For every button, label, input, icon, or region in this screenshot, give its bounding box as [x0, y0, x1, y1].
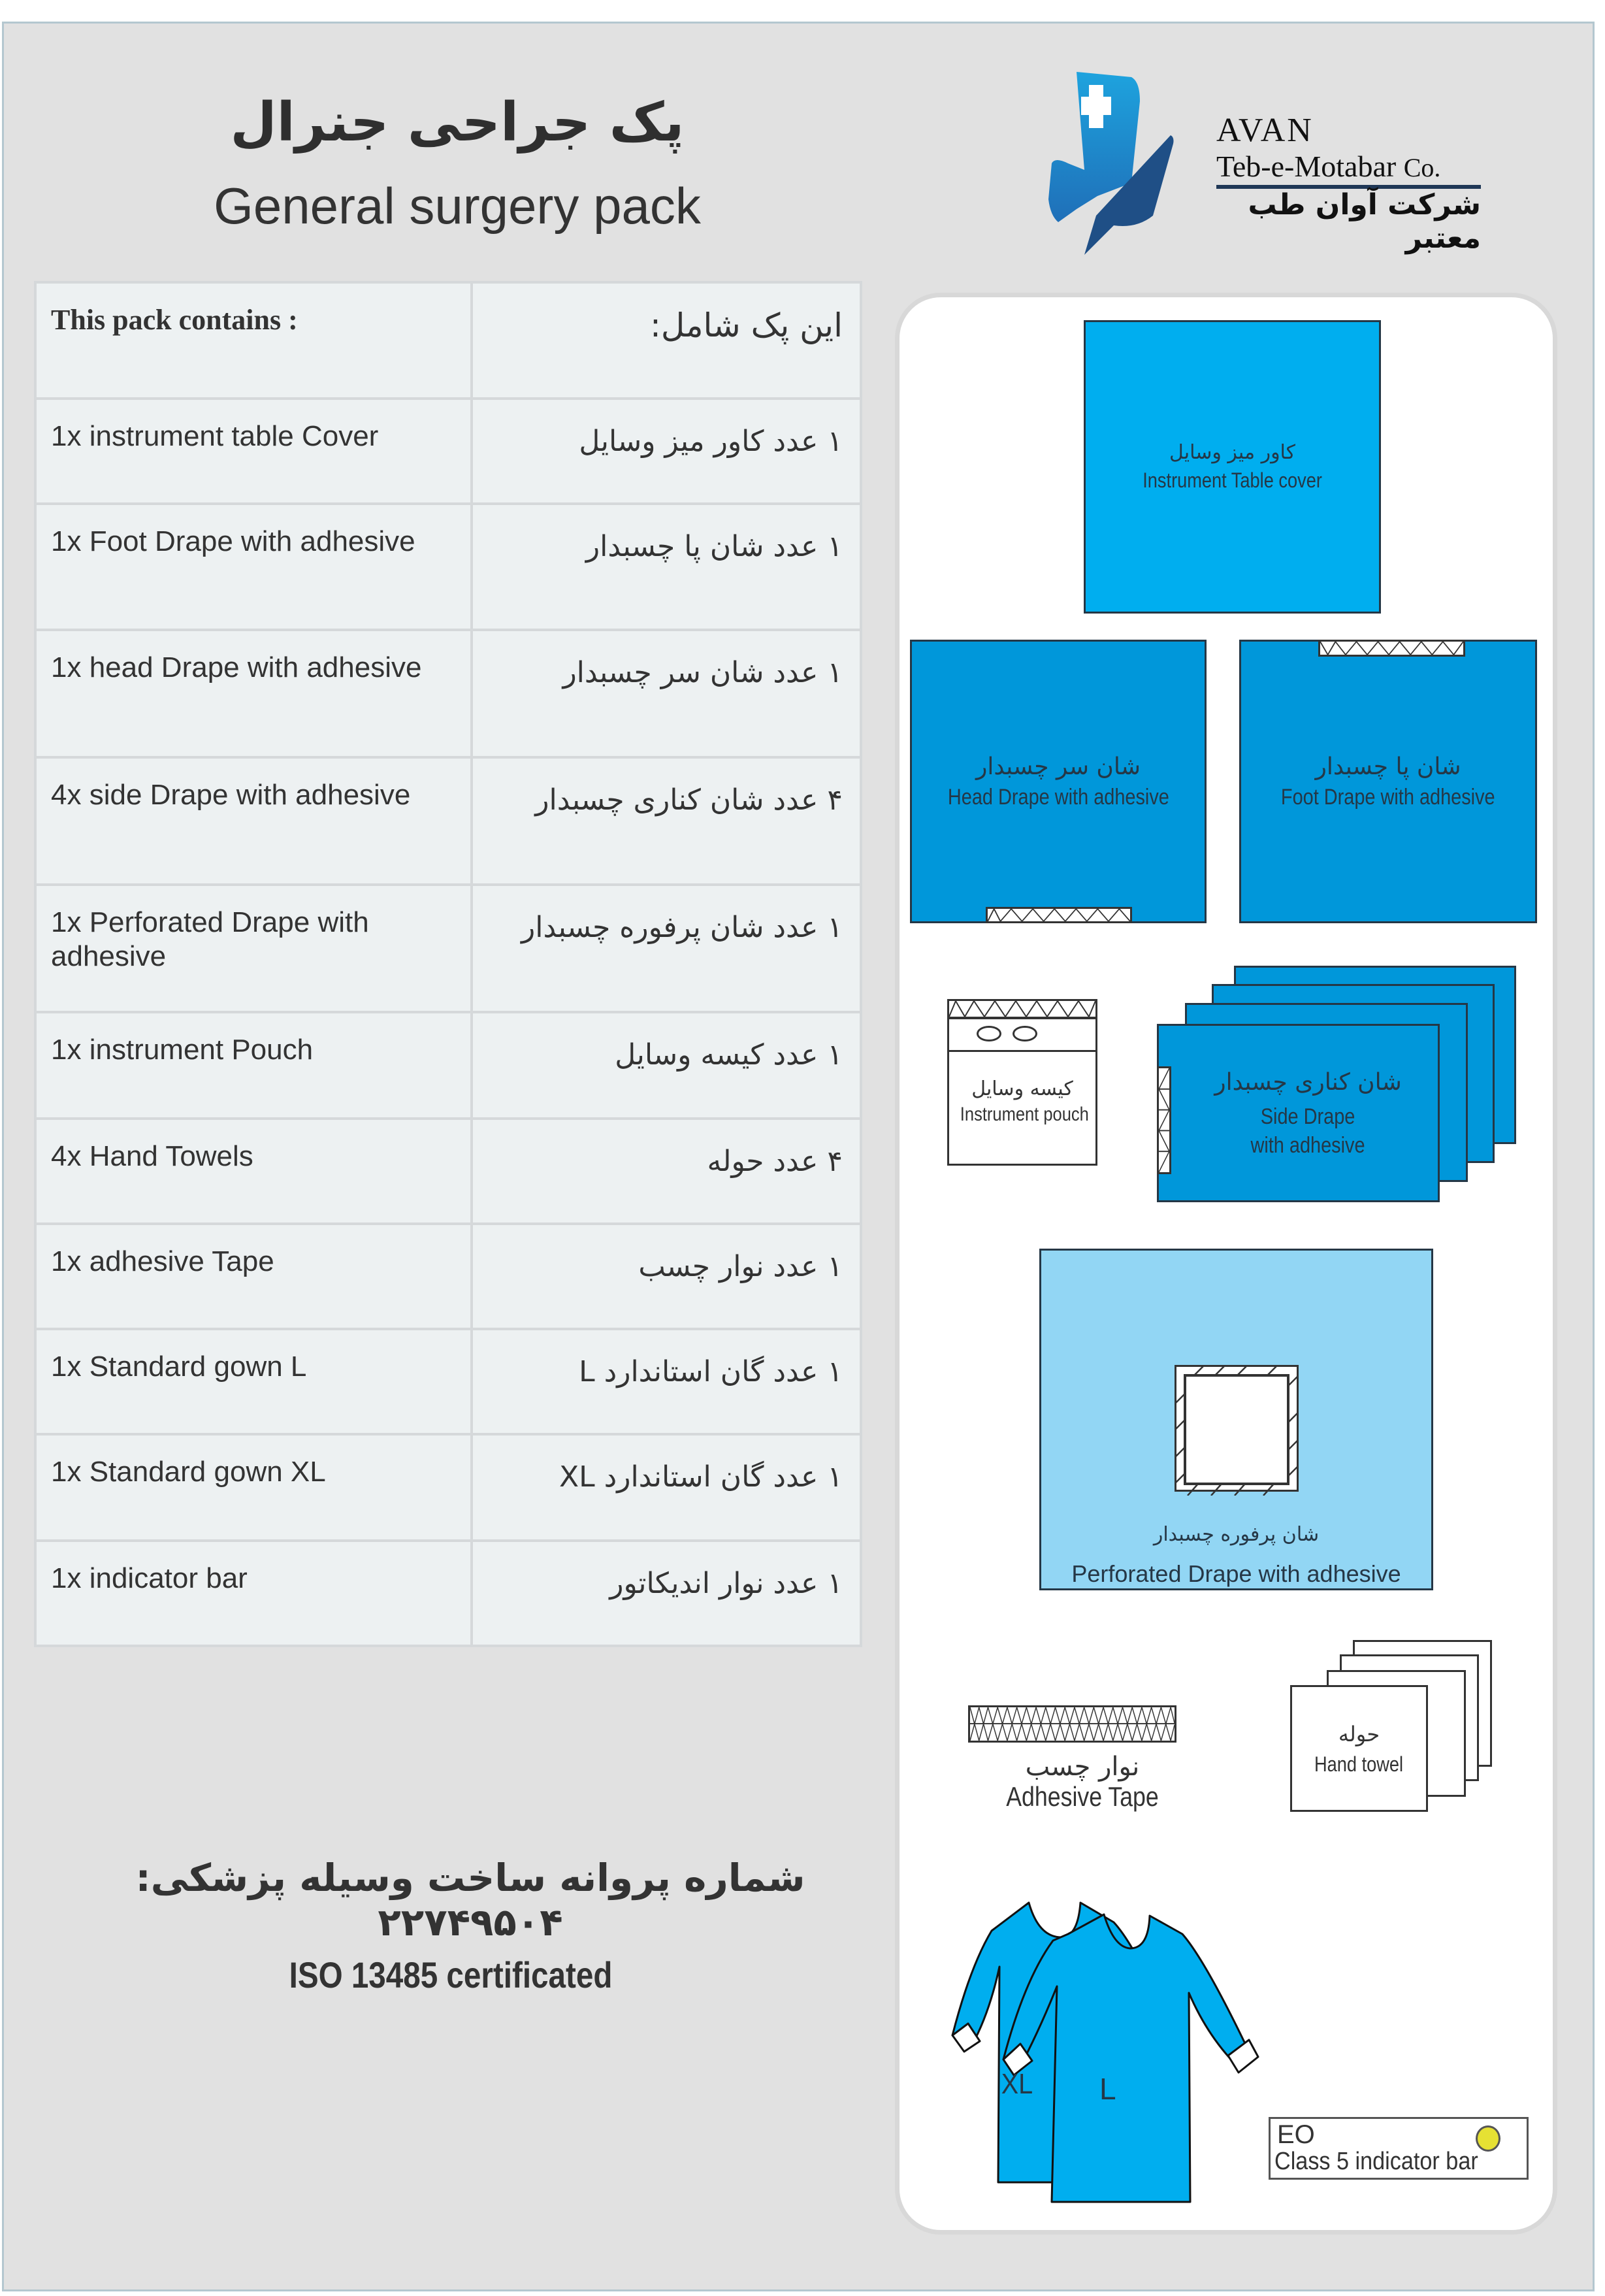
logo-cross-h	[1081, 97, 1111, 115]
contents-table	[34, 281, 862, 1647]
indicator-dot-icon	[1476, 2125, 1500, 2152]
table-row	[35, 1329, 861, 1434]
table-row	[35, 757, 861, 885]
table-row	[35, 1119, 861, 1224]
item-fa: ۱ عدد گان استاندارد L	[472, 1329, 861, 1434]
side-drape-label-en-1: Side Drape	[1261, 1104, 1355, 1129]
gown-size-xl: XL	[1001, 2068, 1033, 2100]
towel-label-en: Hand towel	[1314, 1752, 1404, 1776]
item-fa: ۴ عدد حوله	[472, 1119, 861, 1224]
table-row	[35, 1434, 861, 1541]
item-en: 1x head Drape with adhesive	[35, 630, 472, 757]
side-drape-label-fa: شان کناری چسبدار	[1214, 1068, 1402, 1096]
item-en: 1x Standard gown XL	[35, 1434, 472, 1541]
table-row	[35, 630, 861, 757]
indicator-type: EO	[1277, 2120, 1315, 2149]
item-fa: ۱ عدد گان استاندارد XL	[472, 1434, 861, 1541]
table-row	[35, 1541, 861, 1646]
item-en: 1x Foot Drape with adhesive	[35, 504, 472, 630]
perforated-label-en: Perforated Drape with adhesive	[1071, 1560, 1401, 1587]
tape-label-fa: نوار چسب	[1025, 1752, 1140, 1782]
side-drape-label-en-2: with adhesive	[1250, 1132, 1366, 1158]
perforated-label-fa: شان پرفوره چسبدار	[1153, 1523, 1320, 1546]
item-en: 1x indicator bar	[35, 1541, 472, 1646]
foot-drape-label-en: Foot Drape with adhesive	[1281, 785, 1495, 810]
table-row	[35, 504, 861, 630]
head-drape-label-fa: شان سر چسبدار	[976, 753, 1141, 780]
logo-subtitle-text: Teb-e-Motabar	[1216, 150, 1397, 183]
tape-label-en: Adhesive Tape	[1006, 1781, 1159, 1812]
item-fa: ۱ عدد نوار اندیکاتور	[472, 1541, 861, 1646]
pouch-label-en: Instrument pouch	[960, 1104, 1089, 1125]
page-title-fa: پک جراحی جنرال	[230, 91, 685, 154]
table-cover-label-en: Instrument Table cover	[1143, 468, 1322, 492]
item-en: 1x instrument Pouch	[35, 1012, 472, 1119]
item-en: 4x side Drape with adhesive	[35, 757, 472, 885]
table-cover-illustration	[1084, 320, 1381, 614]
table-header-en: This pack contains :	[35, 282, 472, 399]
head-adhesive-strip	[986, 907, 1132, 923]
item-fa: ۱ عدد نوار چسب	[472, 1224, 861, 1329]
adhesive-tape-illustration	[968, 1705, 1176, 1743]
item-fa: ۱ عدد کیسه وسایل	[472, 1012, 861, 1119]
side-adhesive-strip	[1157, 1066, 1171, 1174]
head-drape-label-en: Head Drape with adhesive	[947, 785, 1169, 810]
head-drape-illustration	[910, 640, 1207, 923]
gowns-illustration	[941, 1895, 1306, 2208]
pouch-flap	[949, 1019, 1095, 1052]
item-en: 1x adhesive Tape	[35, 1224, 472, 1329]
table-row	[35, 1012, 861, 1119]
pouch-adhesive-strip	[949, 1001, 1095, 1019]
gown-size-l: L	[1099, 2072, 1116, 2106]
logo-name-fa: شرکت آوان طب معتبر	[1248, 188, 1481, 255]
foot-drape-illustration	[1239, 640, 1537, 923]
iso-certification: ISO 13485 certificated	[289, 1954, 613, 1995]
table-header-row	[35, 282, 861, 399]
logo-subtitle	[1216, 149, 1440, 184]
fenestration-icon	[1175, 1365, 1299, 1492]
pouch-hole-icon	[1013, 1026, 1037, 1041]
pouch-hole-icon	[977, 1026, 1001, 1041]
item-en: 1x Perforated Drape with adhesive	[35, 885, 472, 1012]
item-fa: ۱ عدد کاور میز وسایل	[472, 399, 861, 504]
table-header-fa: این پک شامل:	[472, 282, 861, 399]
hand-towel-illustration	[1290, 1685, 1428, 1812]
towel-label-fa: حوله	[1338, 1722, 1380, 1747]
foot-drape-label-fa: شان پا چسبدار	[1315, 753, 1461, 780]
item-fa: ۴ عدد شان کناری چسبدار	[472, 757, 861, 885]
item-fa: ۱ عدد شان سر چسبدار	[472, 630, 861, 757]
instrument-pouch-illustration	[947, 999, 1097, 1166]
side-drape-illustration	[1157, 1024, 1440, 1202]
item-en: 4x Hand Towels	[35, 1119, 472, 1224]
item-fa: ۱ عدد شان پرفوره چسبدار	[472, 885, 861, 1012]
page-title-en: General surgery pack	[214, 177, 701, 235]
item-en: 1x instrument table Cover	[35, 399, 472, 504]
tape-labels	[968, 1751, 1197, 1811]
foot-adhesive-strip	[1318, 640, 1465, 657]
logo-suffix: Co.	[1403, 153, 1441, 182]
indicator-bar-illustration	[1269, 2117, 1529, 2180]
license-number: شماره پروانه ساخت وسیله پزشکی: ۲۲۷۴۹۵۰۴	[135, 1856, 805, 1944]
perforated-drape-illustration	[1039, 1249, 1433, 1590]
pouch-labels	[949, 1076, 1095, 1127]
table-row	[35, 885, 861, 1012]
item-fa: ۱ عدد شان پا چسبدار	[472, 504, 861, 630]
item-en: 1x Standard gown L	[35, 1329, 472, 1434]
table-row	[35, 1224, 861, 1329]
pouch-label-fa: کیسه وسایل	[971, 1077, 1073, 1100]
indicator-label: Class 5 indicator bar	[1274, 2148, 1478, 2175]
table-row	[35, 399, 861, 504]
logo-name: AVAN	[1216, 112, 1314, 149]
table-cover-label-fa: کاور میز وسایل	[1169, 440, 1295, 464]
